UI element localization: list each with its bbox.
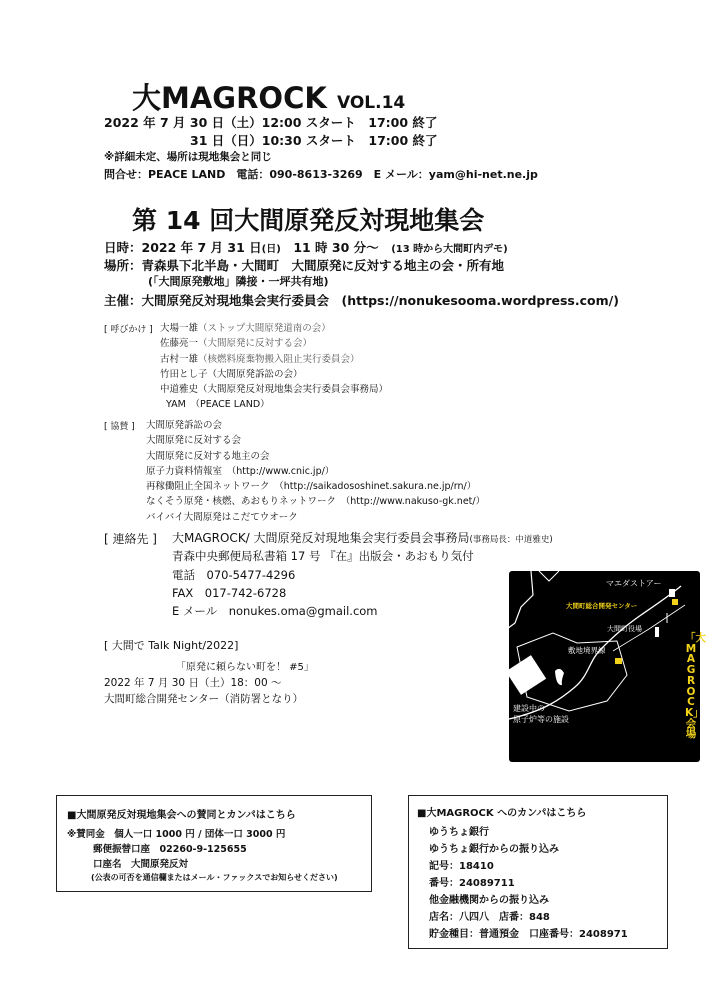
map-center: 大間町総合開発センター	[566, 602, 638, 610]
contact-address: 青森中央郵便局私書箱 17 号 『在』出版会・あおもり気付	[172, 549, 474, 563]
contact-email: E メール nonukes.oma@gmail.com	[172, 604, 378, 618]
contact-org: 大MAGROCK/ 大間原発反対現地集会実行委員会事務局(事務局長：中道雅史)	[172, 531, 553, 545]
map-plant-2: 原子炉等の施設	[513, 715, 569, 724]
store-marker	[669, 589, 675, 597]
map-town-hall: 大間町役場	[607, 625, 642, 633]
rally-datetime: 日時：2022 年 7 月 31 日(日) 11 時 30 分～ (13 時から大間町内デモ)	[104, 240, 508, 255]
talk-subtitle: 「原発に頼らない町を！ #5」	[176, 662, 314, 673]
caller-row: 古村一雄（核燃料廃棄物搬入阻止実行委員会）	[160, 353, 360, 365]
supporter-item: 大間原発に反対する会	[146, 435, 242, 447]
donation-left-note: (公表の可否を通信欄またはメール・ファックスでお知らせください)	[91, 873, 338, 882]
map-venue-label: 「大MAGROCK」会場	[685, 632, 706, 741]
facility-shape	[555, 669, 564, 685]
center-marker	[672, 599, 678, 605]
supporter-item: 再稼働阻止全国ネットワーク （http://saikadososhinet.sakura.ne.jp/rn/）	[146, 481, 477, 493]
donation-right-other: 他金融機関からの振り込み	[429, 895, 549, 906]
reactor-building	[506, 655, 546, 695]
donation-left-fee: ※賛同金 個人一口 1000 円 / 団体一口 3000 円	[67, 829, 286, 840]
donation-left-account: 郵便振替口座 02260-9-125655	[93, 844, 247, 855]
map-plant: 建設中の	[513, 704, 545, 713]
talk-date: 2022 年 7 月 30 日（土）18：00 ～	[104, 677, 282, 689]
header-note: ※詳細未定、場所は現地集会と同じ	[104, 151, 272, 163]
supporter-item: 原子力資料情報室 （http://www.cnic.jp/）	[146, 465, 335, 477]
donation-box-right	[408, 795, 668, 949]
caller-row: YAM （PEACE LAND）	[166, 399, 270, 411]
callers-label: [ 呼びかけ ]	[104, 325, 153, 335]
supporter-item: 大間原発訴訟の会	[146, 420, 223, 431]
header-contact: 問合せ：PEACE LAND 電話：090-8613-3269 E メール：yam@hi-net.ne.jp	[104, 168, 538, 181]
venue-marker	[615, 658, 622, 664]
map-store: マエダストアー	[606, 579, 662, 588]
contact-fax: FAX 017-742-6728	[172, 586, 287, 600]
rally-place-sub: (「大間原発敷地」隣接・一坪共有地)	[148, 275, 329, 288]
rally-organizer: 主催：大間原発反対現地集会実行委員会 (https://nonukesooma.wordpress.com/)	[104, 293, 619, 308]
map-border: 敷地境界線	[568, 646, 606, 655]
breakwater	[507, 571, 533, 629]
date-line-2: 31 日（日）10:30 スタート 17:00 終了	[190, 133, 438, 148]
donation-right-branch: 店名：八四八 店番：848	[429, 912, 550, 923]
supporters-list	[146, 418, 485, 525]
supporter-item: なくそう原発・核燃、あおもりネットワーク （http://www.nakuso-gk.net/）	[146, 496, 486, 508]
rally-title: 第 14 回大間原発反対現地集会	[132, 206, 485, 235]
caller-row: 中道雅史（大間原発反対現地集会実行委員会事務局）	[160, 384, 389, 396]
contact-phone: 電話 070-5477-4296	[172, 568, 296, 582]
supporters-label: [ 協賛 ]	[104, 422, 135, 432]
event-volume: VOL.14	[336, 93, 406, 113]
donation-left-title: ■大間原発反対現地集会への賛同とカンパはこちら	[67, 810, 296, 821]
date-line-1: 2022 年 7 月 30 日（土）12:00 スタート 17:00 終了	[104, 115, 438, 130]
talk-label: [ 大間で Talk Night/2022]	[104, 639, 239, 652]
donation-right-bank: ゆうちょ銀行	[429, 827, 489, 838]
town-hall-marker	[655, 627, 659, 637]
map-drawing	[509, 571, 706, 762]
donation-right-title: ■大MAGROCK へのカンパはこちら	[417, 808, 587, 819]
donation-box-left	[56, 795, 372, 892]
donation-right-symbol: 記号：18410	[429, 861, 494, 872]
callers-list	[160, 321, 388, 413]
event-title: 大MAGROCK VOL.14	[132, 81, 406, 115]
contact-label: [ 連絡先 ]	[104, 532, 157, 546]
supporter-item: バイバイ大間原発はこだてウオーク	[146, 511, 298, 523]
harbor-line	[539, 571, 559, 581]
donation-right-deposit: 貯金種目：普通預金 口座番号：2408971	[429, 929, 628, 940]
rally-place: 場所：青森県下北半島・大間町 大間原発に反対する地主の会・所有地	[104, 258, 505, 273]
donation-right-transfer: ゆうちょ銀行からの振り込み	[429, 844, 559, 855]
donation-right-number: 番号：24089711	[429, 878, 515, 889]
talk-venue: 大間町総合開発センター（消防署となり）	[104, 693, 304, 705]
caller-row: 佐藤亮一（大間原発に反対する会）	[160, 338, 313, 350]
donation-right-details	[429, 824, 628, 943]
venue-map	[509, 571, 706, 762]
caller-row: 竹田とし子（大間原発訴訟の会）	[160, 368, 303, 380]
donation-left-account-name: 口座名 大間原発反対	[93, 859, 189, 870]
supporter-item: 大間原発に反対する地主の会	[146, 450, 270, 462]
caller-row: 大場一雄（ストップ大間原発道南の会）	[160, 323, 331, 334]
